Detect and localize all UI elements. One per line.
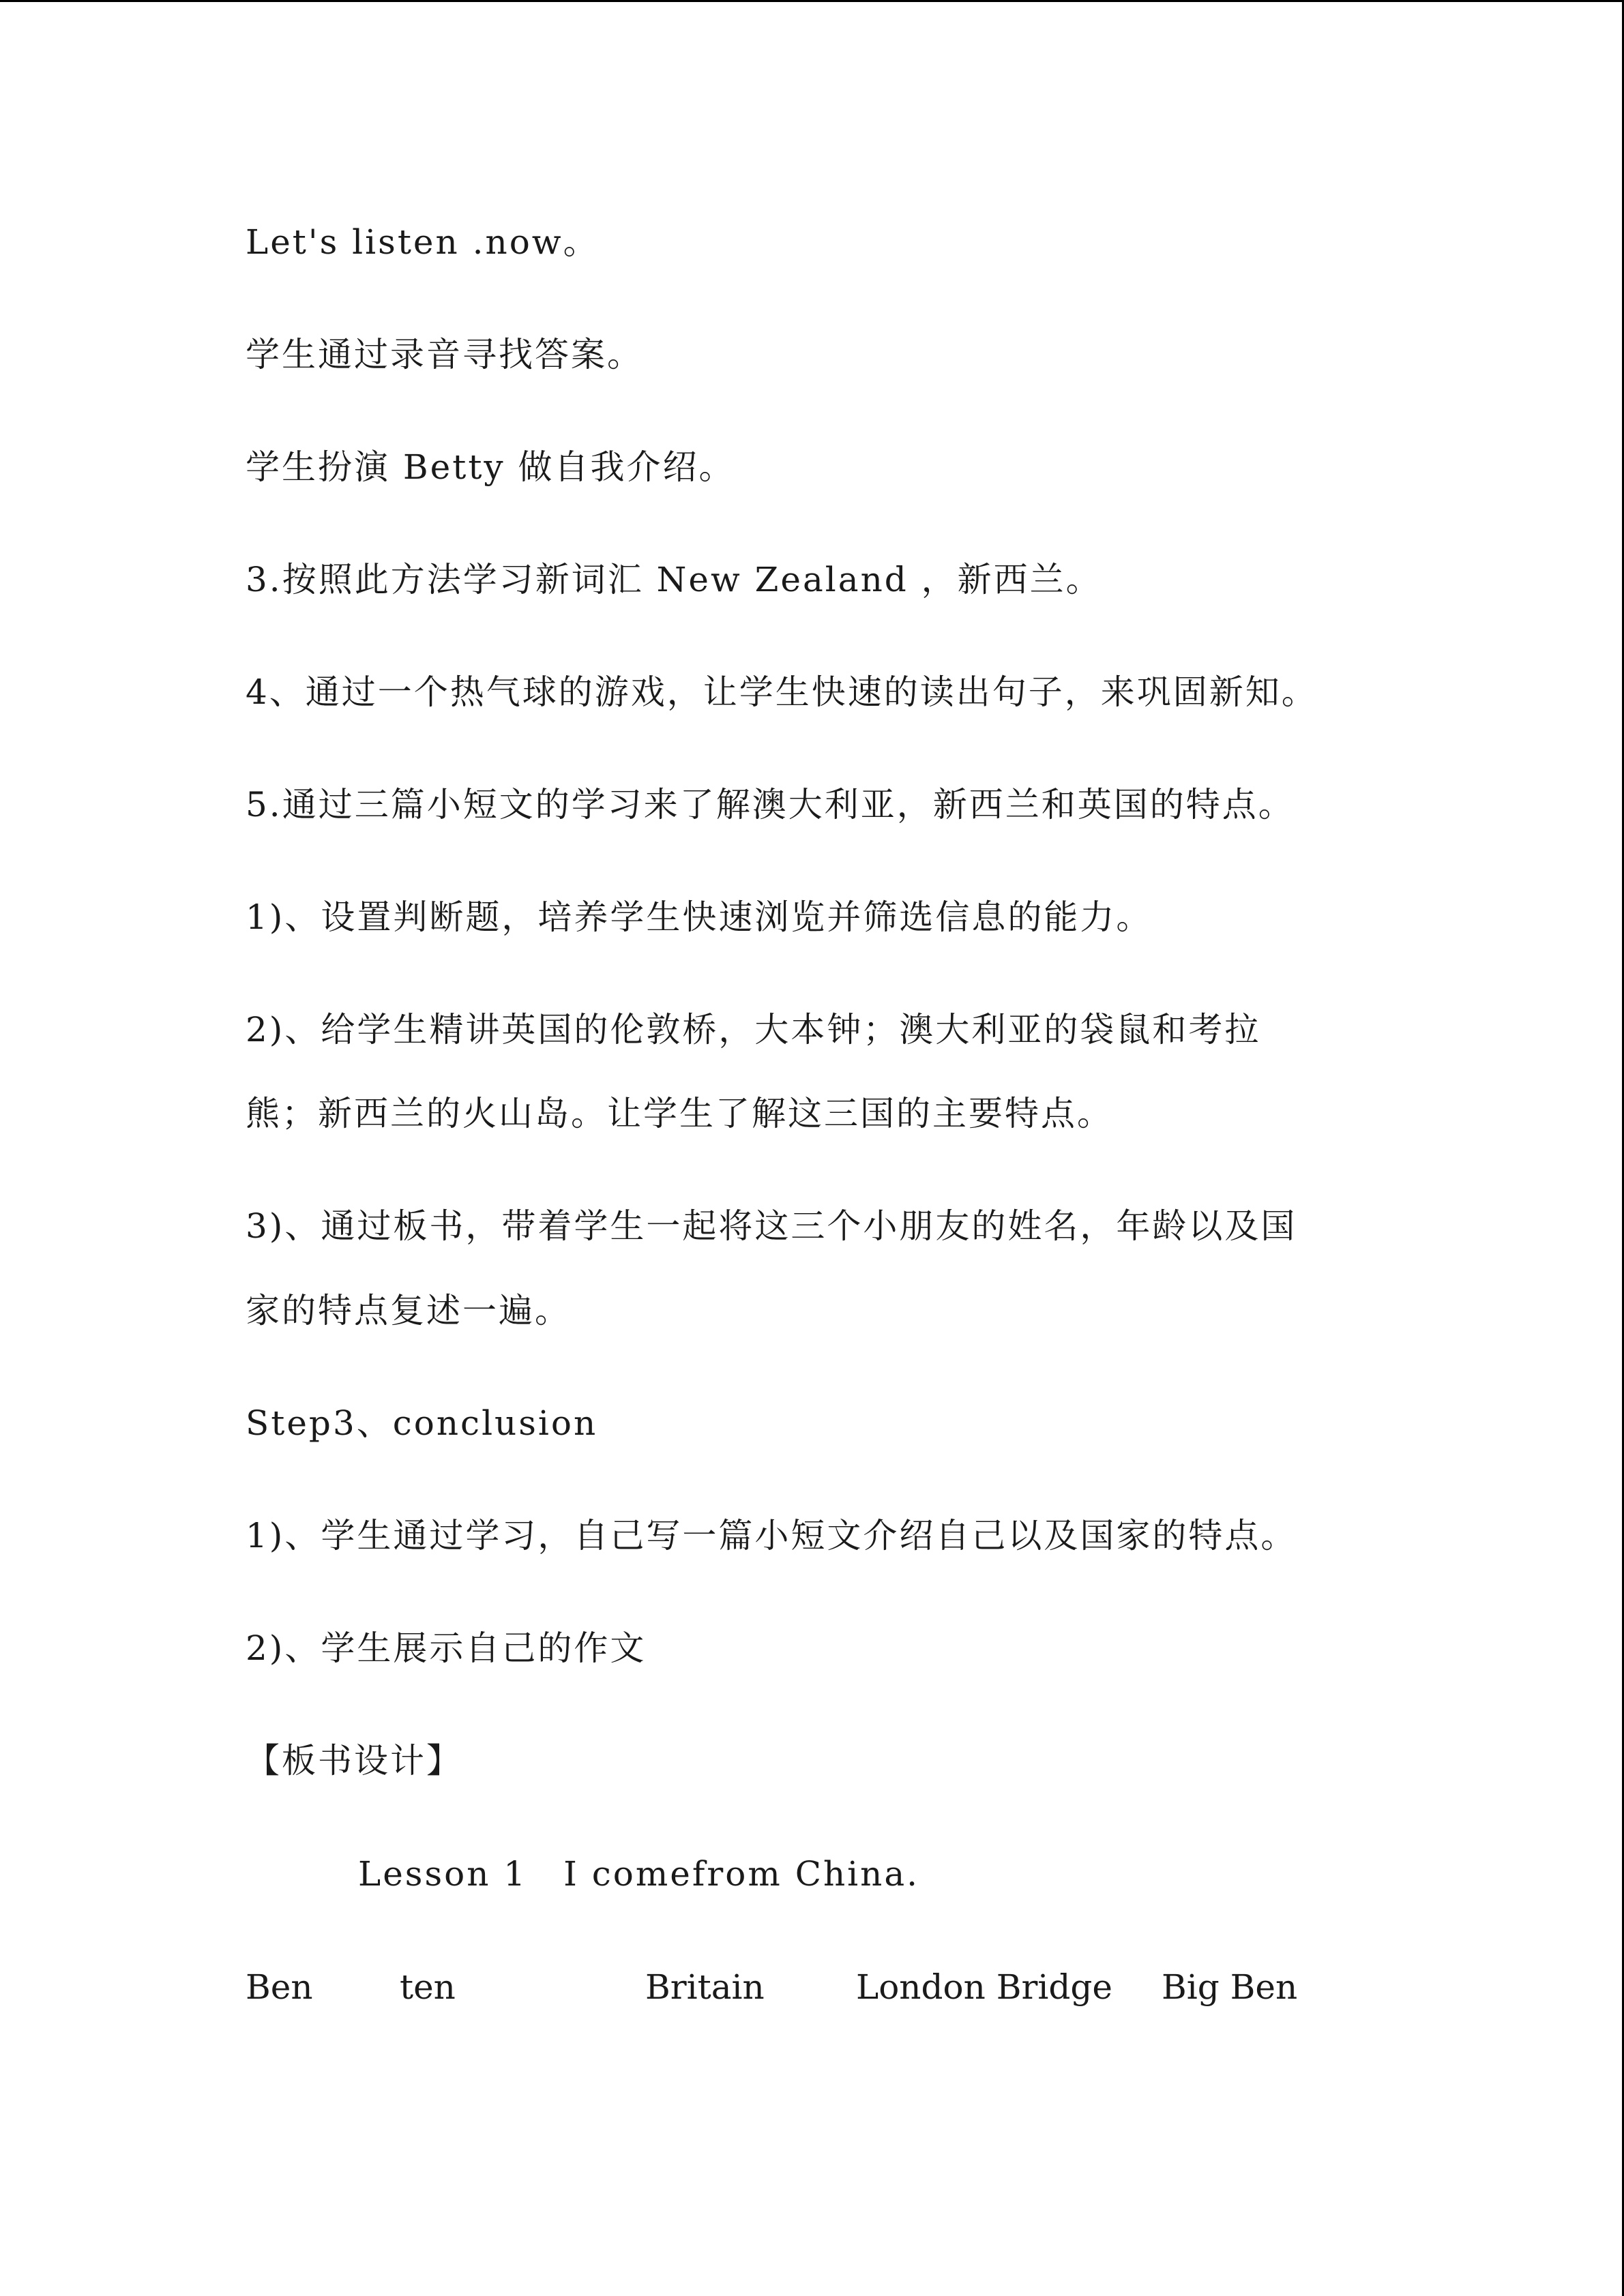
text-line-8: 2)、给学生精讲英国的伦敦桥，大本钟；澳大利亚的袋鼠和考拉 bbox=[246, 1010, 1261, 1049]
text-line-1: Let's listen .now。 bbox=[246, 222, 600, 262]
text-line-11: 家的特点复述一遍。 bbox=[246, 1291, 571, 1330]
board-word-big-ben: Big Ben bbox=[1162, 1967, 1298, 2007]
text-line-14: 2)、学生展示自己的作文 bbox=[246, 1628, 647, 1668]
board-word-row bbox=[0, 1965, 1624, 2009]
board-design-heading: 【板书设计】 bbox=[246, 1741, 462, 1780]
text-line-3: 学生扮演 Betty 做自我介绍。 bbox=[246, 447, 735, 487]
text-line-2: 学生通过录音寻找答案。 bbox=[246, 335, 643, 374]
board-word-ten: ten bbox=[400, 1967, 456, 2007]
text-line-6: 5.通过三篇小短文的学习来了解澳大利亚，新西兰和英国的特点。 bbox=[246, 785, 1295, 824]
text-line-9: 熊；新西兰的火山岛。让学生了解这三国的主要特点。 bbox=[246, 1094, 1113, 1133]
board-word-britain: Britain bbox=[645, 1967, 765, 2007]
board-word-london-bridge: London Bridge bbox=[856, 1967, 1112, 2007]
text-line-5: 4、通过一个热气球的游戏，让学生快速的读出句子，来巩固新知。 bbox=[246, 672, 1318, 712]
text-line-13: 1)、学生通过学习，自己写一篇小短文介绍自己以及国家的特点。 bbox=[246, 1516, 1297, 1555]
text-line-12: Step3、conclusion bbox=[246, 1403, 598, 1443]
lesson-title: Lesson 1 I comefrom China. bbox=[358, 1854, 920, 1894]
text-line-10: 3)、通过板书，带着学生一起将这三个小朋友的姓名，年龄以及国 bbox=[246, 1206, 1297, 1246]
text-line-7: 1)、设置判断题，培养学生快速浏览并筛选信息的能力。 bbox=[246, 897, 1153, 937]
board-word-ben: Ben bbox=[246, 1967, 313, 2007]
text-line-4: 3.按照此方法学习新词汇 New Zealand ，新西兰。 bbox=[246, 560, 1102, 599]
